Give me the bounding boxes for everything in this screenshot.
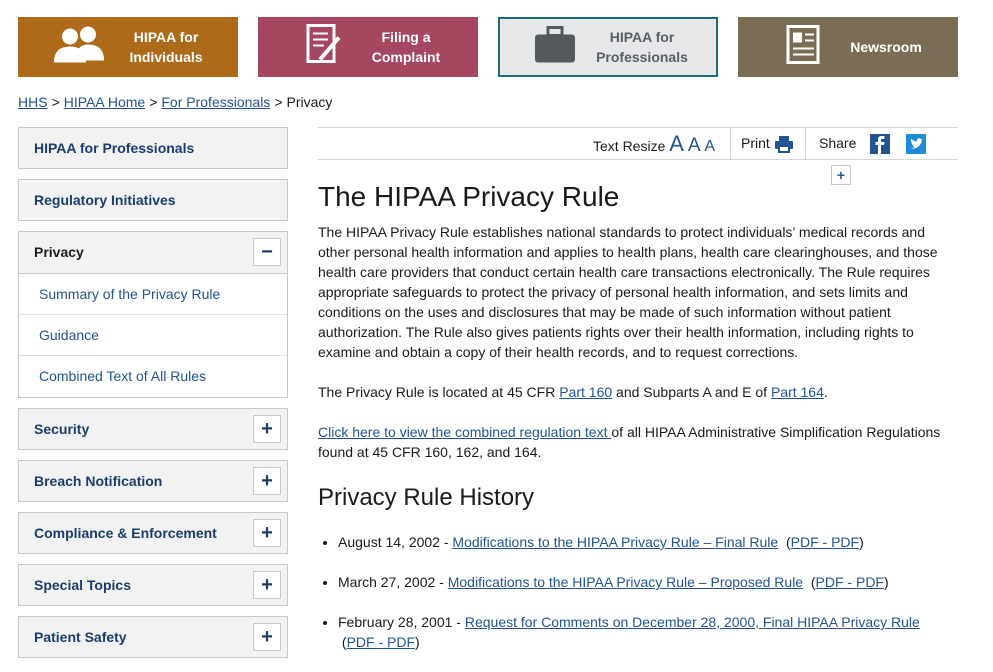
sidebar-item-security[interactable] bbox=[18, 408, 288, 450]
people-icon bbox=[52, 25, 106, 70]
history-link[interactable]: Request for Comments on December 28, 2000, Final HIPAA Privacy Rule bbox=[464, 614, 920, 630]
part-164-link[interactable]: Part 164 bbox=[770, 384, 824, 400]
list-item: • February 28, 2001 - Request for Comments on December 28, 2000, Final HIPAA Privacy Rule (PDF - PDF) bbox=[338, 612, 948, 652]
text-size-small-button[interactable]: A bbox=[704, 138, 716, 155]
tile-label-line1: HIPAA for bbox=[133, 29, 199, 45]
sidebar-item-privacy[interactable] bbox=[19, 232, 287, 274]
sidebar-item-patient-safety[interactable] bbox=[18, 616, 288, 658]
sidebar-item-label: Special Topics bbox=[34, 577, 131, 593]
expand-button[interactable]: + bbox=[253, 415, 281, 443]
collapse-button[interactable]: − bbox=[253, 238, 281, 266]
sidebar-item-compliance-enforcement[interactable] bbox=[18, 512, 288, 554]
tile-hipaa-for-individuals[interactable] bbox=[18, 17, 238, 77]
sidebar-group-privacy bbox=[18, 231, 288, 398]
tile-label-line2: Individuals bbox=[129, 49, 203, 65]
main-content bbox=[318, 180, 948, 672]
tile-label-line1: HIPAA for bbox=[609, 29, 675, 45]
list-item: • March 27, 2002 - Modifications to the HIPAA Privacy Rule – Proposed Rule (PDF - PDF) bbox=[338, 572, 948, 592]
tile-newsroom[interactable] bbox=[738, 17, 958, 77]
history-date: August 14, 2002 - bbox=[338, 534, 453, 550]
combined-text-paragraph bbox=[318, 422, 948, 462]
history-date: February 28, 2001 - bbox=[338, 614, 465, 630]
sidebar-item-label: Security bbox=[34, 421, 90, 437]
location-text: and Subparts A and E of bbox=[612, 384, 771, 400]
location-text: The Privacy Rule is located at 45 CFR bbox=[318, 384, 560, 400]
pdf-link[interactable]: PDF - PDF bbox=[815, 574, 884, 590]
expand-button[interactable]: + bbox=[253, 467, 281, 495]
newspaper-icon bbox=[786, 25, 820, 70]
history-list bbox=[318, 532, 948, 652]
sidebar-item-hipaa-for-professionals[interactable] bbox=[18, 127, 288, 169]
location-paragraph bbox=[318, 382, 948, 402]
sidebar-item-regulatory-initiatives[interactable] bbox=[18, 179, 288, 221]
form-pen-icon bbox=[306, 24, 342, 71]
expand-button[interactable]: + bbox=[253, 571, 281, 599]
text-resize-group bbox=[593, 128, 715, 159]
part-160-link[interactable]: Part 160 bbox=[559, 384, 613, 400]
tile-filing-a-complaint[interactable] bbox=[258, 17, 478, 77]
pdf-link[interactable]: PDF - PDF bbox=[346, 634, 416, 650]
sidebar-subitem-summary[interactable] bbox=[19, 274, 287, 315]
text-resize-label: Text Resize bbox=[593, 138, 666, 154]
intro-paragraph: The HIPAA Privacy Rule establishes national standards to protect individuals’ medical records and other personal health information and applies to health plans, health care clearinghouses, and those health care providers that conduct certain health care transactions electronically. The Rule requires appropriate safeguards to protect the privacy of personal health information, and sets limits and conditions on the uses and disclosures that may be made of such information without patient authorization. The Rule also gives patients rights over their health information, including rights to examine and obtain a copy of their health records, and to request corrections. bbox=[318, 224, 938, 360]
history-link[interactable]: Modifications to the HIPAA Privacy Rule – Final Rule bbox=[452, 534, 779, 550]
sidebar-item-label: Breach Notification bbox=[34, 473, 163, 489]
sidebar-subitem-label: Summary of the Privacy Rule bbox=[39, 286, 221, 302]
text-size-medium-button[interactable]: A bbox=[687, 135, 701, 156]
breadcrumb-link-for-professionals[interactable]: For Professionals bbox=[161, 94, 271, 110]
history-link[interactable]: Modifications to the HIPAA Privacy Rule – Proposed Rule bbox=[447, 574, 804, 590]
sidebar-nav bbox=[18, 127, 288, 668]
sidebar-item-label: Privacy bbox=[34, 244, 84, 260]
history-date: March 27, 2002 - bbox=[338, 574, 448, 590]
sidebar-item-special-topics[interactable] bbox=[18, 564, 288, 606]
sidebar-item-label: Patient Safety bbox=[34, 629, 127, 645]
pdf-link[interactable]: PDF - PDF bbox=[790, 534, 860, 550]
expand-button[interactable]: + bbox=[253, 519, 281, 547]
tile-label-line1: Newsroom bbox=[850, 39, 922, 55]
breadcrumb bbox=[18, 94, 332, 110]
tile-hipaa-for-professionals[interactable] bbox=[498, 17, 718, 77]
sidebar-item-label: Compliance & Enforcement bbox=[34, 525, 217, 541]
text-size-large-button[interactable]: A bbox=[669, 131, 684, 156]
list-item: • August 14, 2002 - Modifications to the HIPAA Privacy Rule – Final Rule (PDF - PDF) bbox=[338, 532, 948, 552]
breadcrumb-link-hhs[interactable]: HHS bbox=[18, 94, 48, 110]
combined-text: of all HIPAA Administrative Simplification Regulations found at 45 CFR 160, 162, and 164. bbox=[318, 424, 941, 460]
sidebar-item-label: HIPAA for Professionals bbox=[34, 140, 195, 156]
breadcrumb-link-hipaa-home[interactable]: HIPAA Home bbox=[63, 94, 146, 110]
sidebar-item-label: Regulatory Initiatives bbox=[34, 192, 176, 208]
printer-icon bbox=[774, 134, 794, 154]
more-share-button[interactable]: + bbox=[831, 165, 851, 185]
audience-tiles bbox=[18, 17, 958, 77]
sidebar-item-breach-notification[interactable] bbox=[18, 460, 288, 502]
print-button[interactable] bbox=[730, 128, 794, 159]
breadcrumb-separator: > bbox=[51, 94, 60, 110]
share-group bbox=[805, 128, 959, 184]
page-title: The HIPAA Privacy Rule bbox=[318, 181, 620, 212]
page-toolbar bbox=[318, 127, 958, 184]
tile-label-line2: Complaint bbox=[371, 49, 441, 65]
briefcase-icon bbox=[534, 26, 576, 69]
print-label: Print bbox=[741, 135, 770, 151]
sidebar-subitem-guidance[interactable] bbox=[19, 315, 287, 356]
combined-regulation-link[interactable]: Click here to view the combined regulation text bbox=[318, 424, 612, 440]
tile-label-line1: Filing a bbox=[381, 29, 431, 45]
sidebar-subitem-label: Combined Text of All Rules bbox=[39, 368, 207, 384]
breadcrumb-current: Privacy bbox=[286, 94, 333, 110]
facebook-icon[interactable] bbox=[870, 134, 890, 154]
history-heading: Privacy Rule History bbox=[318, 484, 535, 511]
expand-button[interactable]: + bbox=[253, 623, 281, 651]
breadcrumb-separator: > bbox=[149, 94, 158, 110]
sidebar-subitem-combined-text[interactable] bbox=[19, 356, 287, 397]
twitter-icon[interactable] bbox=[906, 134, 926, 154]
tile-label-line2: Professionals bbox=[596, 49, 688, 65]
share-label: Share bbox=[819, 135, 857, 151]
breadcrumb-separator: > bbox=[274, 94, 283, 110]
location-text: . bbox=[823, 384, 828, 400]
sidebar-subitem-label: Guidance bbox=[39, 327, 99, 343]
